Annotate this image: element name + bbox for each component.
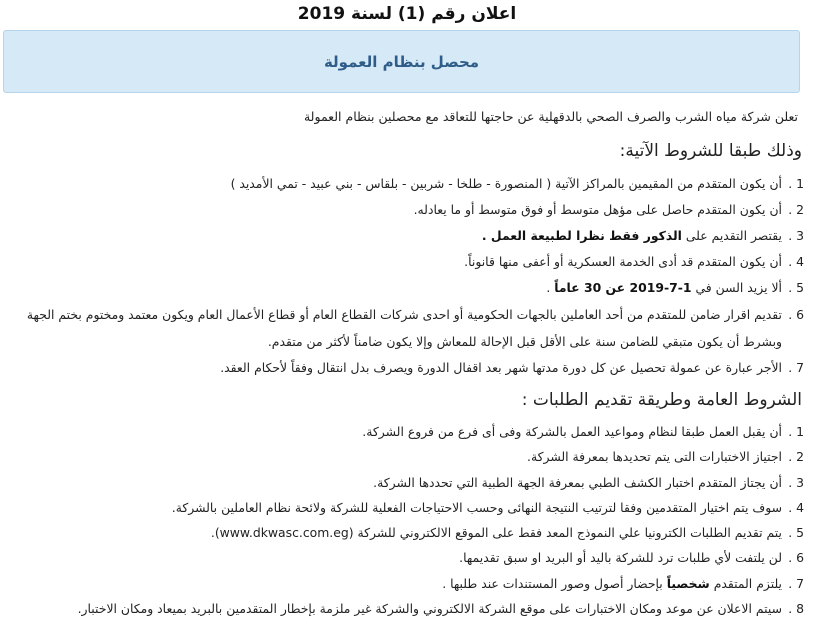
item-number: . 2 bbox=[788, 202, 804, 217]
item-text: الأجر عبارة عن عمولة تحصيل عن كل دورة مدتها شهر بعد اقفال الدورة ويصرف بدل انتقال وفقاً لأحكام العقد. bbox=[220, 360, 782, 375]
item-number: . 5 bbox=[788, 280, 804, 295]
item-text: سيتم الاعلان عن موعد ومكان الاختبارات على موقع الشركة الالكتروني والشركة غير ملزمة بإخطار المتقدمين بالبريد بميعاد ومكان الاختبار. bbox=[77, 601, 782, 617]
conditions-list bbox=[0, 171, 814, 381]
item-number: . 1 bbox=[788, 176, 804, 191]
list-item bbox=[0, 355, 814, 381]
item-text-suffix: . bbox=[546, 280, 555, 295]
list-item bbox=[0, 444, 814, 469]
item-number: . 4 bbox=[788, 499, 804, 515]
item-bold-text: الذكور فقط نظرا لطبيعة العمل . bbox=[481, 228, 682, 243]
job-title-banner bbox=[3, 30, 800, 93]
item-text: أن يكون المتقدم حاصل على مؤهل متوسط أو فوق متوسط أو ما يعادله. bbox=[413, 202, 782, 217]
item-bold-text: 1-7-2019 عن 30 عاماً bbox=[554, 280, 692, 295]
intro-paragraph: تعلن شركة مياه الشرب والصرف الصحي بالدقهلية عن حاجتها للتعاقد مع محصلين بنظام العمولة bbox=[303, 109, 798, 124]
list-item bbox=[0, 495, 814, 520]
list-item bbox=[0, 249, 814, 275]
item-number: . 7 bbox=[788, 575, 804, 591]
item-number: . 3 bbox=[788, 474, 804, 490]
general-terms-list bbox=[0, 419, 814, 621]
item-text: يتم تقديم الطلبات الكترونيا علي النموذج المعد فقط على الموقع الالكتروني للشركة bbox=[353, 525, 782, 541]
item-number: . 2 bbox=[788, 449, 804, 465]
item-number: . 1 bbox=[788, 424, 804, 439]
item-text: أن يكون المتقدم من المقيمين بالمراكز الآتية ( المنصورة - طلخا - شربين - بلقاس - بني عبيد - تمي الأمديد ) bbox=[230, 176, 782, 191]
general-terms-heading: الشروط العامة وطريقة تقديم الطلبات : bbox=[521, 390, 802, 410]
list-item bbox=[0, 596, 814, 621]
item-number: . 6 bbox=[788, 550, 804, 566]
list-item bbox=[0, 275, 814, 301]
list-item bbox=[0, 223, 814, 249]
conditions-heading: وذلك طبقا للشروط الآتية: bbox=[619, 141, 802, 161]
item-text: أن يكون المتقدم قد أدى الخدمة العسكرية أو أعفى منها قانوناً. bbox=[464, 254, 782, 269]
list-item bbox=[0, 520, 814, 545]
item-text: ألا يزيد السن في bbox=[691, 280, 782, 295]
list-item bbox=[0, 545, 814, 570]
item-text: أن يقبل العمل طبقا لنظام ومواعيد العمل بالشركة وفى أى فرع من فروع الشركة. bbox=[362, 424, 782, 439]
list-item bbox=[0, 301, 814, 355]
item-text: أن يجتاز المتقدم اختبار الكشف الطبي بمعرفة الجهة الطبية التي تحددها الشركة. bbox=[373, 474, 782, 490]
item-text-suffix: بإحضار أصول وصور المستندات عند طلبها . bbox=[442, 575, 667, 591]
list-item bbox=[0, 419, 814, 444]
list-item bbox=[0, 470, 814, 495]
item-number: . 4 bbox=[788, 254, 804, 269]
list-item bbox=[0, 571, 814, 596]
item-number: . 6 bbox=[788, 307, 804, 322]
item-number: . 8 bbox=[788, 601, 804, 617]
item-number: . 3 bbox=[788, 228, 804, 243]
item-text: يلتزم المتقدم bbox=[709, 575, 782, 591]
item-text: سوف يتم اختيار المتقدمين وفقا لترتيب النتيجة النهائى وحسب الاحتياجات الفعلية للشركة ولائحة نظام العاملين بالشركة. bbox=[171, 499, 782, 515]
page-title: اعلان رقم (1) لسنة 2019 bbox=[297, 4, 517, 24]
item-text: اجتياز الاختبارات التى يتم تحديدها بمعرفة الشركة. bbox=[527, 449, 782, 465]
website-url: (www.dkwasc.com.eg) bbox=[214, 525, 354, 541]
item-number: . 5 bbox=[788, 525, 804, 541]
list-item bbox=[0, 197, 814, 223]
item-number: . 7 bbox=[788, 360, 804, 375]
item-text: يقتصر التقديم على bbox=[681, 228, 782, 243]
job-title: محصل بنظام العمولة bbox=[323, 52, 480, 71]
item-text-suffix: . bbox=[210, 525, 215, 541]
item-text: تقديم اقرار ضامن للمتقدم من أحد العاملين بالجهات الحكومية أو احدى شركات القطاع العام أو قطاع الأعمال العام ويكون معتمد ومختوم بختم الجهة وبشرط أن يكون متبقي للضامن سنة على الأقل قبل الإحالة للمعاش وإلا يكون ضامناً لأكثر من متقدم. bbox=[26, 307, 782, 349]
item-text: لن يلتفت لأي طلبات ترد للشركة باليد أو البريد او سبق تقديمها. bbox=[459, 550, 782, 566]
list-item bbox=[0, 171, 814, 197]
item-bold-text: شخصياً bbox=[666, 575, 710, 591]
